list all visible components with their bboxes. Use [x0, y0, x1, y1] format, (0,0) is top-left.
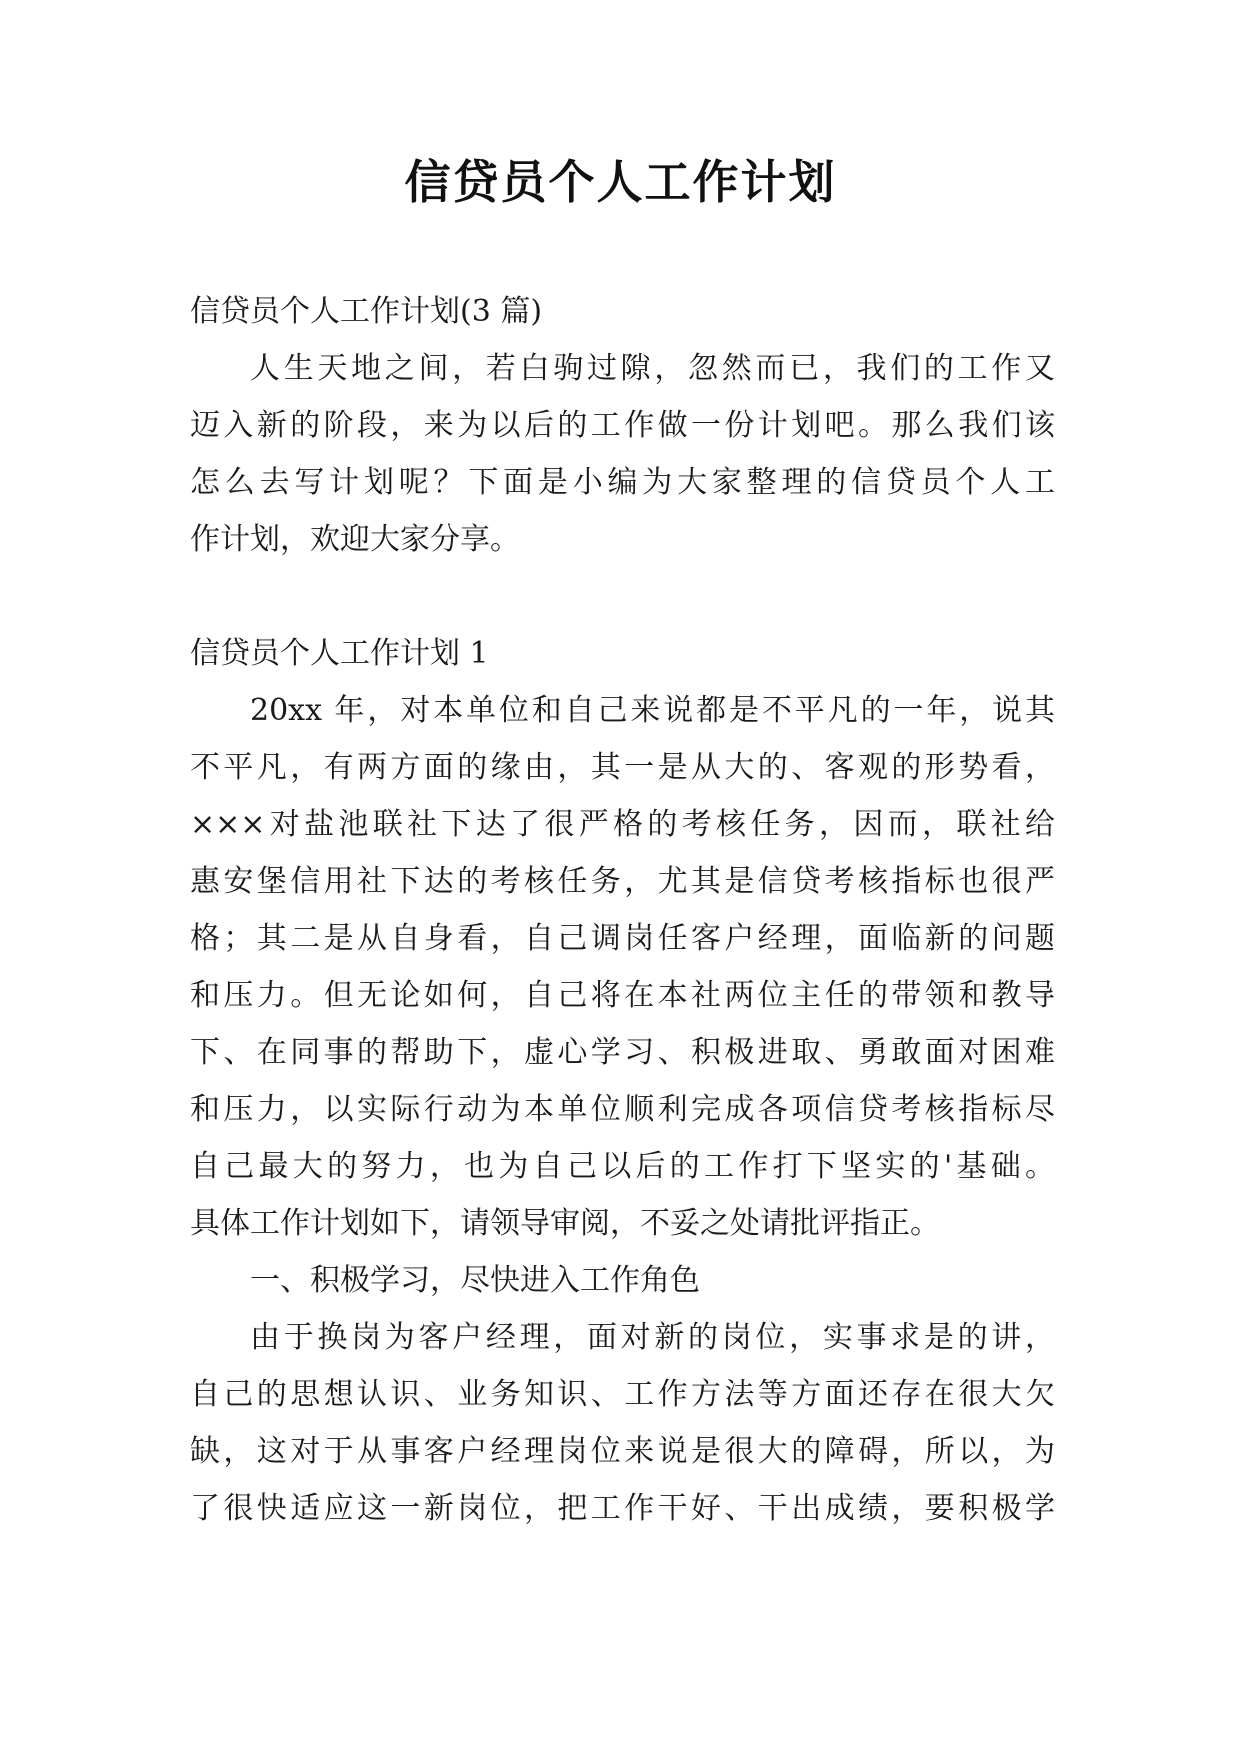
section-heading: 信贷员个人工作计划 1	[190, 636, 489, 671]
paragraph-line: 缺，这对于从事客户经理岗位来说是很大的障碍，所以，为	[190, 1434, 1055, 1469]
intro-line: 作计划，欢迎大家分享。	[190, 522, 520, 557]
intro-line: 迈入新的阶段，来为以后的工作做一份计划吧。那么我们该	[190, 408, 1055, 443]
paragraph-line: 和压力。但无论如何，自己将在本社两位主任的带领和教导	[190, 978, 1055, 1013]
paragraph-line: 具体工作计划如下，请领导审阅，不妥之处请批评指正。	[190, 1206, 940, 1241]
paragraph-line: 不平凡，有两方面的缘由，其一是从大的、客观的形势看，	[190, 750, 1055, 785]
paragraph-line: 下、在同事的帮助下，虚心学习、积极进取、勇敢面对困难	[190, 1035, 1055, 1070]
paragraph-line: 格；其二是从自身看，自己调岗任客户经理，面临新的问题	[190, 921, 1055, 956]
paragraph-line: 了很快适应这一新岗位，把工作干好、干出成绩，要积极学	[190, 1491, 1055, 1526]
paragraph-line: 由于换岗为客户经理，面对新的岗位，实事求是的讲，	[250, 1320, 1055, 1355]
intro-line: 怎么去写计划呢？下面是小编为大家整理的信贷员个人工	[190, 465, 1055, 500]
paragraph-line: 20xx 年，对本单位和自己来说都是不平凡的一年，说其	[250, 693, 1055, 728]
paragraph-line: ×××对盐池联社下达了很严格的考核任务，因而，联社给	[190, 807, 1055, 842]
paragraph-line: 自己的思想认识、业务知识、工作方法等方面还存在很大欠	[190, 1377, 1055, 1412]
paragraph-line: 惠安堡信用社下达的考核任务，尤其是信贷考核指标也很严	[190, 864, 1055, 899]
document-subtitle: 信贷员个人工作计划(3 篇)	[190, 294, 543, 329]
paragraph-gap	[190, 568, 1055, 625]
document-body	[190, 283, 1055, 1537]
document-title: 信贷员个人工作计划	[404, 155, 837, 209]
paragraph-line: 自己最大的努力，也为自己以后的工作打下坚实的'基础。	[190, 1149, 1055, 1184]
paragraph-line: 和压力，以实际行动为本单位顺利完成各项信贷考核指标尽	[190, 1092, 1055, 1127]
point-heading: 一、积极学习，尽快进入工作角色	[250, 1263, 700, 1298]
intro-line: 人生天地之间，若白驹过隙，忽然而已，我们的工作又	[250, 351, 1055, 386]
